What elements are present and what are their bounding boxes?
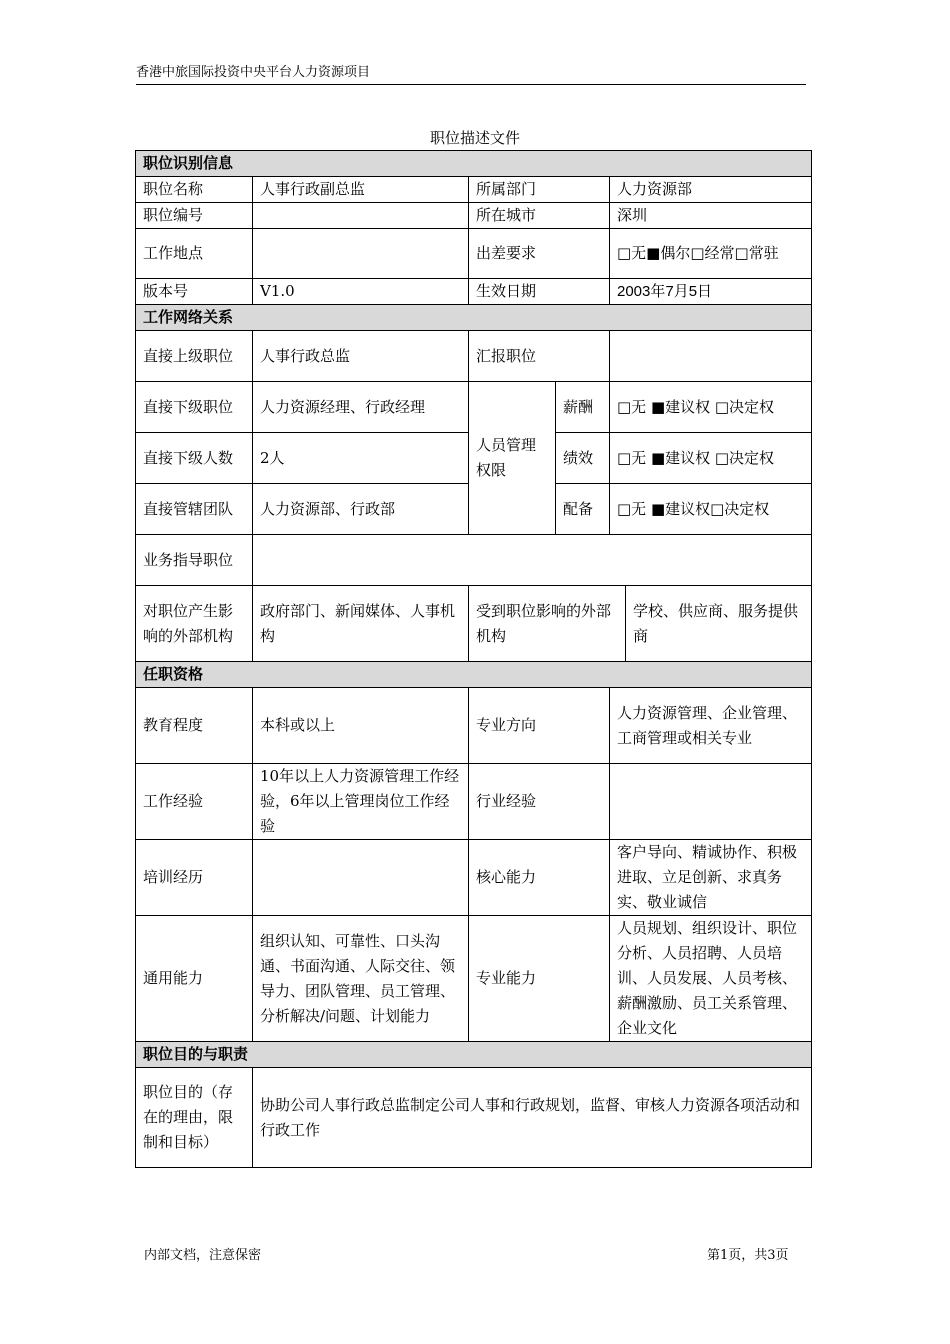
subordinate-value: 人力资源经理、行政经理	[253, 382, 469, 433]
edu-label: 教育程度	[136, 688, 253, 764]
dept-label: 所属部门	[469, 177, 610, 203]
position-no-label: 职位编号	[136, 203, 253, 229]
perf-label: 绩效	[556, 433, 610, 484]
subordinate-label: 直接下级职位	[136, 382, 253, 433]
training-value	[253, 840, 469, 916]
guidance-label: 业务指导职位	[136, 535, 253, 586]
version-label: 版本号	[136, 279, 253, 305]
superior-value: 人事行政总监	[253, 331, 469, 382]
pro-value: 人员规划、组织设计、职位分析、人员招聘、人员培训、人员发展、人员考核、薪酬激励、员工关系管理、企业文化	[610, 916, 812, 1042]
purpose-label: 职位目的（存在的理由，限制和目标）	[136, 1068, 253, 1168]
running-header: 香港中旅国际投资中央平台人力资源项目	[136, 64, 806, 85]
pro-label: 专业能力	[469, 916, 610, 1042]
industry-label: 行业经验	[469, 764, 610, 840]
travel-value: □无■偶尔□经常□常驻	[610, 229, 812, 279]
core-value: 客户导向、精诚协作、积极进取、立足创新、求真务实、敬业诚信	[610, 840, 812, 916]
section-identity: 职位识别信息	[136, 151, 812, 177]
sub-count-value: 2人	[253, 433, 469, 484]
footer-page-number: 第1页，共3页	[707, 1248, 789, 1263]
training-label: 培训经历	[136, 840, 253, 916]
major-value: 人力资源管理、企业管理、工商管理或相关专业	[610, 688, 812, 764]
job-description-table	[135, 150, 812, 1168]
ext-in-label: 受到职位影响的外部机构	[469, 586, 626, 662]
major-label: 专业方向	[469, 688, 610, 764]
city-label: 所在城市	[469, 203, 610, 229]
document-title: 职位描述文件	[429, 129, 520, 147]
perf-value: □无 ■建议权 □决定权	[610, 433, 812, 484]
edu-value: 本科或以上	[253, 688, 469, 764]
team-label: 直接管辖团队	[136, 484, 253, 535]
city-value: 深圳	[610, 203, 812, 229]
purpose-text: 协助公司人事行政总监制定公司人事和行政规划，监督、审核人力资源各项活动和行政工作	[253, 1068, 812, 1168]
footer-confidential: 内部文档，注意保密	[144, 1248, 262, 1263]
authority-label: 人员管理权限	[469, 382, 556, 535]
section-network: 工作网络关系	[136, 305, 812, 331]
section-purpose: 职位目的与职责	[136, 1042, 812, 1068]
superior-label: 直接上级职位	[136, 331, 253, 382]
dept-value: 人力资源部	[610, 177, 812, 203]
ext-out-value: 政府部门、新闻媒体、人事机构	[253, 586, 469, 662]
salary-value: □无 ■建议权 □决定权	[610, 382, 812, 433]
general-label: 通用能力	[136, 916, 253, 1042]
staffing-label: 配备	[556, 484, 610, 535]
staffing-value: □无 ■建议权□决定权	[610, 484, 812, 535]
report-value	[610, 331, 812, 382]
guidance-value	[253, 535, 812, 586]
position-name-value: 人事行政副总监	[253, 177, 469, 203]
location-label: 工作地点	[136, 229, 253, 279]
salary-label: 薪酬	[556, 382, 610, 433]
travel-label: 出差要求	[469, 229, 610, 279]
position-name-label: 职位名称	[136, 177, 253, 203]
position-no-value	[253, 203, 469, 229]
team-value: 人力资源部、行政部	[253, 484, 469, 535]
report-label: 汇报职位	[469, 331, 610, 382]
effective-value: 2003年7月5日	[610, 279, 812, 305]
version-value: V1.0	[253, 279, 469, 305]
exp-value: 10年以上人力资源管理工作经验，6年以上管理岗位工作经验	[253, 764, 469, 840]
industry-value	[610, 764, 812, 840]
core-label: 核心能力	[469, 840, 610, 916]
ext-in-value: 学校、供应商、服务提供商	[626, 586, 812, 662]
ext-out-label: 对职位产生影响的外部机构	[136, 586, 253, 662]
section-qualification: 任职资格	[136, 662, 812, 688]
exp-label: 工作经验	[136, 764, 253, 840]
general-value: 组织认知、可靠性、口头沟通、书面沟通、人际交往、领导力、团队管理、员工管理、分析解决/问题、计划能力	[253, 916, 469, 1042]
effective-label: 生效日期	[469, 279, 610, 305]
sub-count-label: 直接下级人数	[136, 433, 253, 484]
location-value	[253, 229, 469, 279]
